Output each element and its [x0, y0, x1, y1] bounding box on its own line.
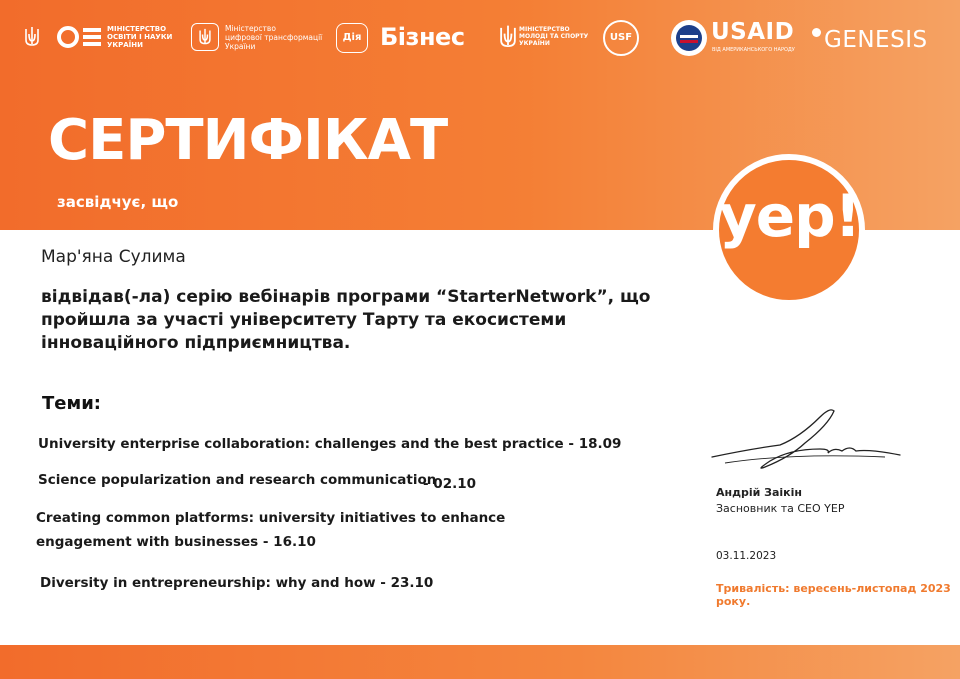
diia-business-word: Бізнес: [380, 23, 465, 51]
mon-line-2: ОСВІТИ І НАУКИ: [107, 33, 173, 41]
usaid-word: USAID: [711, 19, 795, 45]
genesis-logo: GENESIS: [824, 27, 928, 53]
signatory-name: Андрій Заікін: [716, 486, 803, 499]
topic-2: Science popularization and research communication: [38, 472, 437, 488]
usaid-seal-icon: [671, 20, 707, 56]
mdt-line-1: Міністерство: [225, 24, 276, 33]
trident-icon: [25, 26, 39, 48]
diia-badge: Дія: [336, 23, 368, 53]
certificate-subtitle: засвідчує, що: [57, 193, 179, 211]
signatory-role: Засновник та CEO YEP: [716, 502, 845, 515]
topics-heading: Теми:: [42, 393, 102, 414]
genesis-dot-icon: [812, 28, 821, 37]
signature-image: [710, 405, 910, 475]
mdt-line-2: цифрової трансформації: [225, 33, 323, 42]
topic-4: Diversity in entrepreneurship: why and how - 23.10: [40, 575, 434, 591]
mdt-logo-frame: [191, 23, 219, 51]
mms-line-3: УКРАЇНИ: [519, 40, 550, 47]
trident-icon: [199, 28, 211, 46]
trident-icon: [500, 24, 516, 50]
mdt-logo: [225, 24, 322, 51]
mdt-line-3: України: [225, 42, 256, 51]
mms-line-1: МІНІСТЕРСТВО: [519, 26, 570, 33]
mms-line-2: МОЛОДІ ТА СПОРТУ: [519, 33, 589, 40]
recipient-name: Мар'яна Сулима: [41, 247, 186, 267]
topic-3-line-1: Creating common platforms: university initiatives to enhance: [36, 510, 506, 526]
mon-logo: [107, 25, 172, 49]
usaid-tagline: ВІД АМЕРИКАНСЬКОГО НАРОДУ: [712, 47, 795, 53]
issue-date: 03.11.2023: [716, 550, 777, 562]
footer-band: [0, 645, 960, 679]
yep-logo: [713, 154, 865, 306]
mon-logo-mark: [57, 25, 103, 53]
mon-line-3: УКРАЇНИ: [107, 41, 143, 49]
partner-logos: [0, 14, 960, 62]
mms-logo: [519, 26, 588, 47]
topic-2-date: - 02.10: [423, 476, 477, 492]
topic-3-line-2: engagement with businesses - 16.10: [36, 534, 316, 550]
usf-logo: USF: [603, 20, 639, 56]
mon-line-1: МІНІСТЕРСТВО: [107, 25, 167, 33]
program-duration: Тривалість: вересень-листопад 2023 року.: [716, 582, 951, 608]
topic-1: University enterprise collaboration: challenges and the best practice - 18.09: [38, 436, 622, 452]
yep-logo-text: yep!: [719, 182, 861, 250]
certificate-title: СЕРТИФІКАТ: [48, 108, 448, 173]
lead-text: відвідав(-ла) серію вебінарів програми “StarterNetwork”, що пройшла за участі університету Тарту та екосистеми інноваційного підприємництва.: [41, 287, 651, 353]
